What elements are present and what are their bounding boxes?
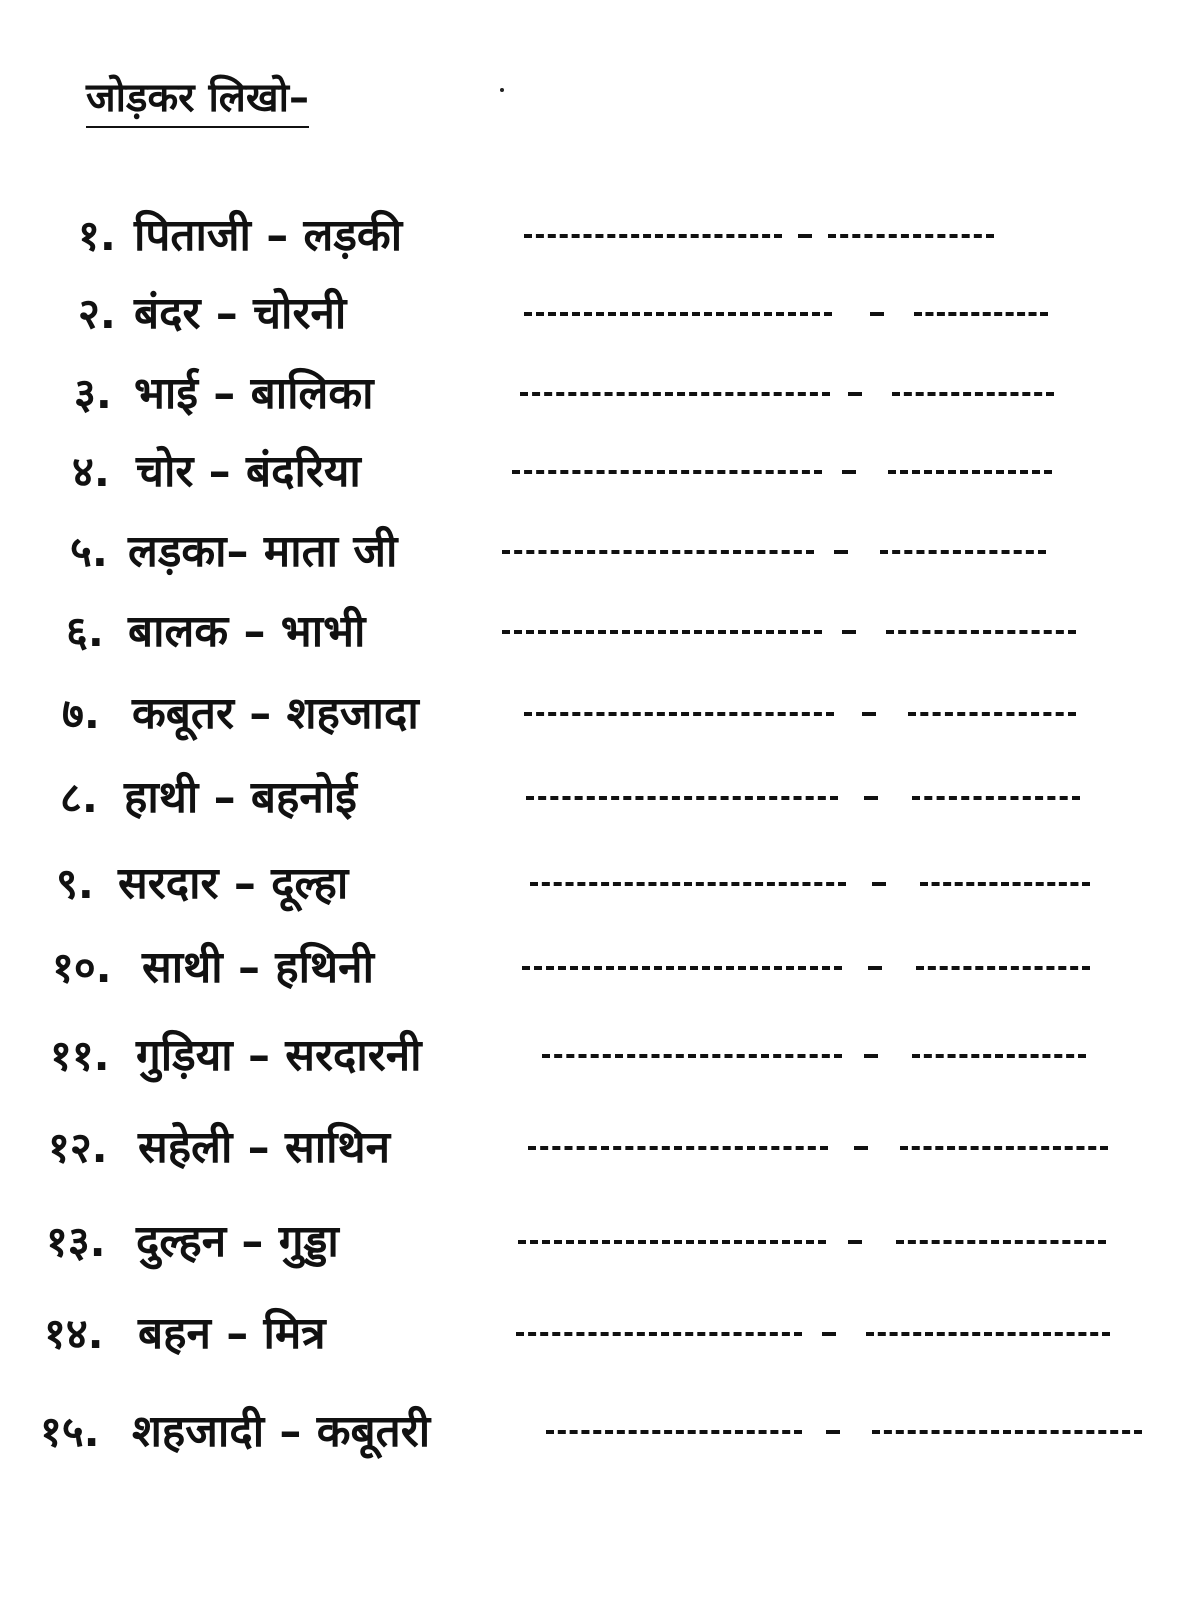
item-word-pair: शहजादी – कबूतरी [132, 1406, 431, 1457]
list-item [78, 204, 1078, 268]
item-word-pair: साथी – हथिनी [142, 942, 374, 993]
item-number: ३. [74, 369, 112, 418]
worksheet-title: जोड़कर लिखो– [86, 72, 309, 128]
item-word-pair: गुड़िया – सरदारनी [136, 1030, 422, 1081]
item-number: १५. [40, 1407, 100, 1456]
item-word-pair: बालक – भाभी [128, 606, 366, 657]
item-word-pair: सहेली – साथिन [138, 1122, 391, 1173]
item-word-pair: बहन – मित्र [138, 1308, 326, 1359]
item-number: ७. [62, 689, 100, 738]
answer-blank[interactable] [530, 878, 1090, 890]
item-number: १४. [44, 1309, 104, 1358]
list-item [62, 682, 1092, 746]
list-item [74, 362, 1074, 426]
item-number: ४. [72, 447, 110, 496]
item-number: ९. [56, 859, 94, 908]
item-word-pair: दुल्हन – गुड्डा [136, 1216, 339, 1267]
answer-blank[interactable] [502, 626, 1076, 638]
answer-blank[interactable] [516, 1328, 1110, 1340]
list-item [70, 520, 1070, 584]
item-number: २. [78, 289, 116, 338]
scan-speck [500, 88, 504, 92]
list-item [46, 1210, 1106, 1274]
item-number: ६. [66, 607, 104, 656]
answer-blank[interactable] [542, 1050, 1086, 1062]
item-number: १३. [46, 1217, 106, 1266]
answer-blank[interactable] [524, 708, 1076, 720]
list-item [66, 600, 1096, 664]
answer-blank[interactable] [518, 1236, 1106, 1248]
list-item [40, 1400, 1150, 1464]
item-number: १०. [52, 943, 112, 992]
list-item [72, 440, 1072, 504]
item-word-pair: भाई – बालिका [134, 368, 374, 419]
list-item [48, 1116, 1108, 1180]
answer-blank[interactable] [546, 1426, 1142, 1438]
item-word-pair: कबूतर – शहजादा [132, 688, 419, 739]
list-item [44, 1302, 1114, 1366]
answer-blank[interactable] [522, 962, 1090, 974]
answer-blank[interactable] [524, 230, 994, 242]
item-number: ८. [60, 773, 98, 822]
answer-blank[interactable] [502, 546, 1046, 558]
list-item [56, 852, 1096, 916]
item-number: १२. [48, 1123, 108, 1172]
item-number: ५. [70, 527, 108, 576]
answer-blank[interactable] [512, 466, 1052, 478]
item-word-pair: पिताजी – लड़की [134, 210, 403, 261]
list-item [60, 766, 1090, 830]
item-word-pair: हाथी – बहनोई [124, 772, 357, 823]
item-word-pair: बंदर – चोरनी [134, 288, 347, 339]
item-word-pair: सरदार – दूल्हा [118, 858, 349, 909]
answer-blank[interactable] [520, 388, 1054, 400]
answer-blank[interactable] [524, 308, 1048, 320]
item-word-pair: लड़का– माता जी [128, 526, 398, 577]
answer-blank[interactable] [528, 1142, 1108, 1154]
item-number: १. [78, 211, 116, 260]
item-word-pair: चोर – बंदरिया [136, 446, 361, 497]
list-item [78, 282, 1078, 346]
list-item [52, 936, 1092, 1000]
answer-blank[interactable] [526, 792, 1080, 804]
item-number: ११. [50, 1031, 110, 1080]
list-item [50, 1024, 1090, 1088]
